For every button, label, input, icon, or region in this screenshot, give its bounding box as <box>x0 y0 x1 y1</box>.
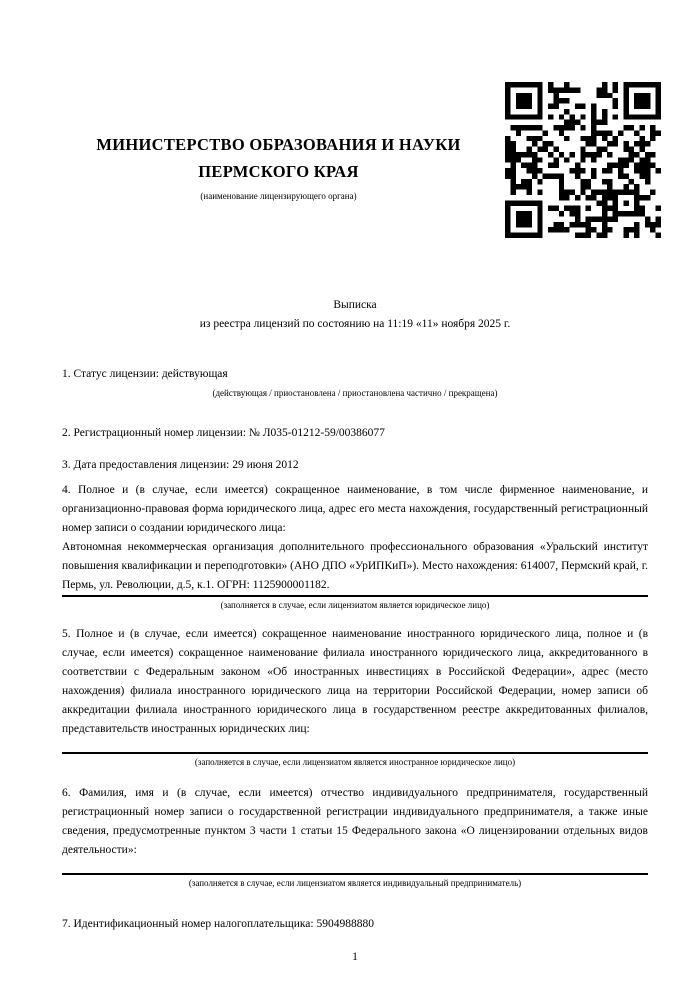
entrepreneur-question: 6. Фамилия, имя и (в случае, если имеется) отчество индивидуального предпринимателя, государственный регистрационный номер записи о государственной регистрации индивидуального предпринимателя, а также иные сведения, предусмотренные пунктом 3 части 1 статьи 15 Федерального закона «О лицензировании отдельных видов деятельности»: <box>62 787 648 856</box>
document-title-line2: из реестра лицензий по состоянию на 11:19 «11» ноября 2025 г. <box>199 317 511 330</box>
ministry-name-line1: МИНИСТЕРСТВО ОБРАЗОВАНИЯ И НАУКИ <box>96 135 461 154</box>
entrepreneur-note: (заполняется в случае, если лицензиатом является индивидуальный предприниматель) <box>188 878 522 888</box>
page-number: 1 <box>352 951 358 963</box>
license-status-item <box>62 365 648 399</box>
legal-entity-note: (заполняется в случае, если лицензиатом является юридическое лицо) <box>220 600 490 610</box>
document-body <box>62 0 648 967</box>
license-number-item <box>62 424 648 443</box>
license-date-text: 3. Дата предоставления лицензии: 29 июня 2012 <box>62 459 299 471</box>
foreign-entity-item <box>62 625 648 768</box>
legal-entity-item <box>62 481 648 611</box>
document-title <box>62 296 648 333</box>
legal-entity-value: Автономная некоммерческая организация дополнительного профессионального образования «Уральский институт повышения квалификации и переподготовки» (АНО ДПО «УрИПКиП»). Место нахождения: 614007, Пермский край, г. Пермь, ул. Революции, д.5, к.1. ОГРН: 1125900001182. <box>62 541 648 591</box>
license-status-note: (действующая / приостановлена / приостановлена частично / прекращена) <box>212 388 498 398</box>
empty-value-line <box>62 860 648 873</box>
license-status-text: 1. Статус лицензии: действующая <box>62 368 228 380</box>
empty-value-line <box>62 739 648 752</box>
document-title-line1: Выписка <box>333 299 377 311</box>
license-number-text: 2. Регистрационный номер лицензии: № Л035-01212-59/00386077 <box>62 427 385 439</box>
ministry-caption: (наименование лицензирующего органа) <box>200 191 357 201</box>
foreign-entity-question: 5. Полное и (в случае, если имеется) сокращенное наименование иностранного юридического лица, полное и (в случае, если имеется) сокращенное наименование филиала иностранного юридического лица, аккредитованного в соответствии с Федеральным законом «Об иностранных инвестициях в Российской Федерации», адрес (место нахождения) филиала иностранного юридического лица на территории Российской Федерации, номер записи об аккредитации филиала иностранного юридического лица в государственном реестре аккредитованных филиалов, представительств иностранных юридических лиц: <box>62 628 648 735</box>
legal-entity-question: 4. Полное и (в случае, если имеется) сокращенное наименование, в том числе фирменное наименование, и организационно-правовая форма юридического лица, адрес его места нахождения, государственный регистрационный номер записи о создании юридического лица: <box>62 484 648 534</box>
ministry-name-line2: ПЕРМСКОГО КРАЯ <box>198 162 359 181</box>
foreign-entity-note: (заполняется в случае, если лицензиатом является иностранное юридическое лицо) <box>194 757 516 767</box>
license-date-item <box>62 456 648 475</box>
entrepreneur-item <box>62 784 648 889</box>
taxpayer-id-text: 7. Идентификационный номер налогоплательщика: 5904988880 <box>62 918 374 930</box>
taxpayer-id-item <box>62 915 648 934</box>
